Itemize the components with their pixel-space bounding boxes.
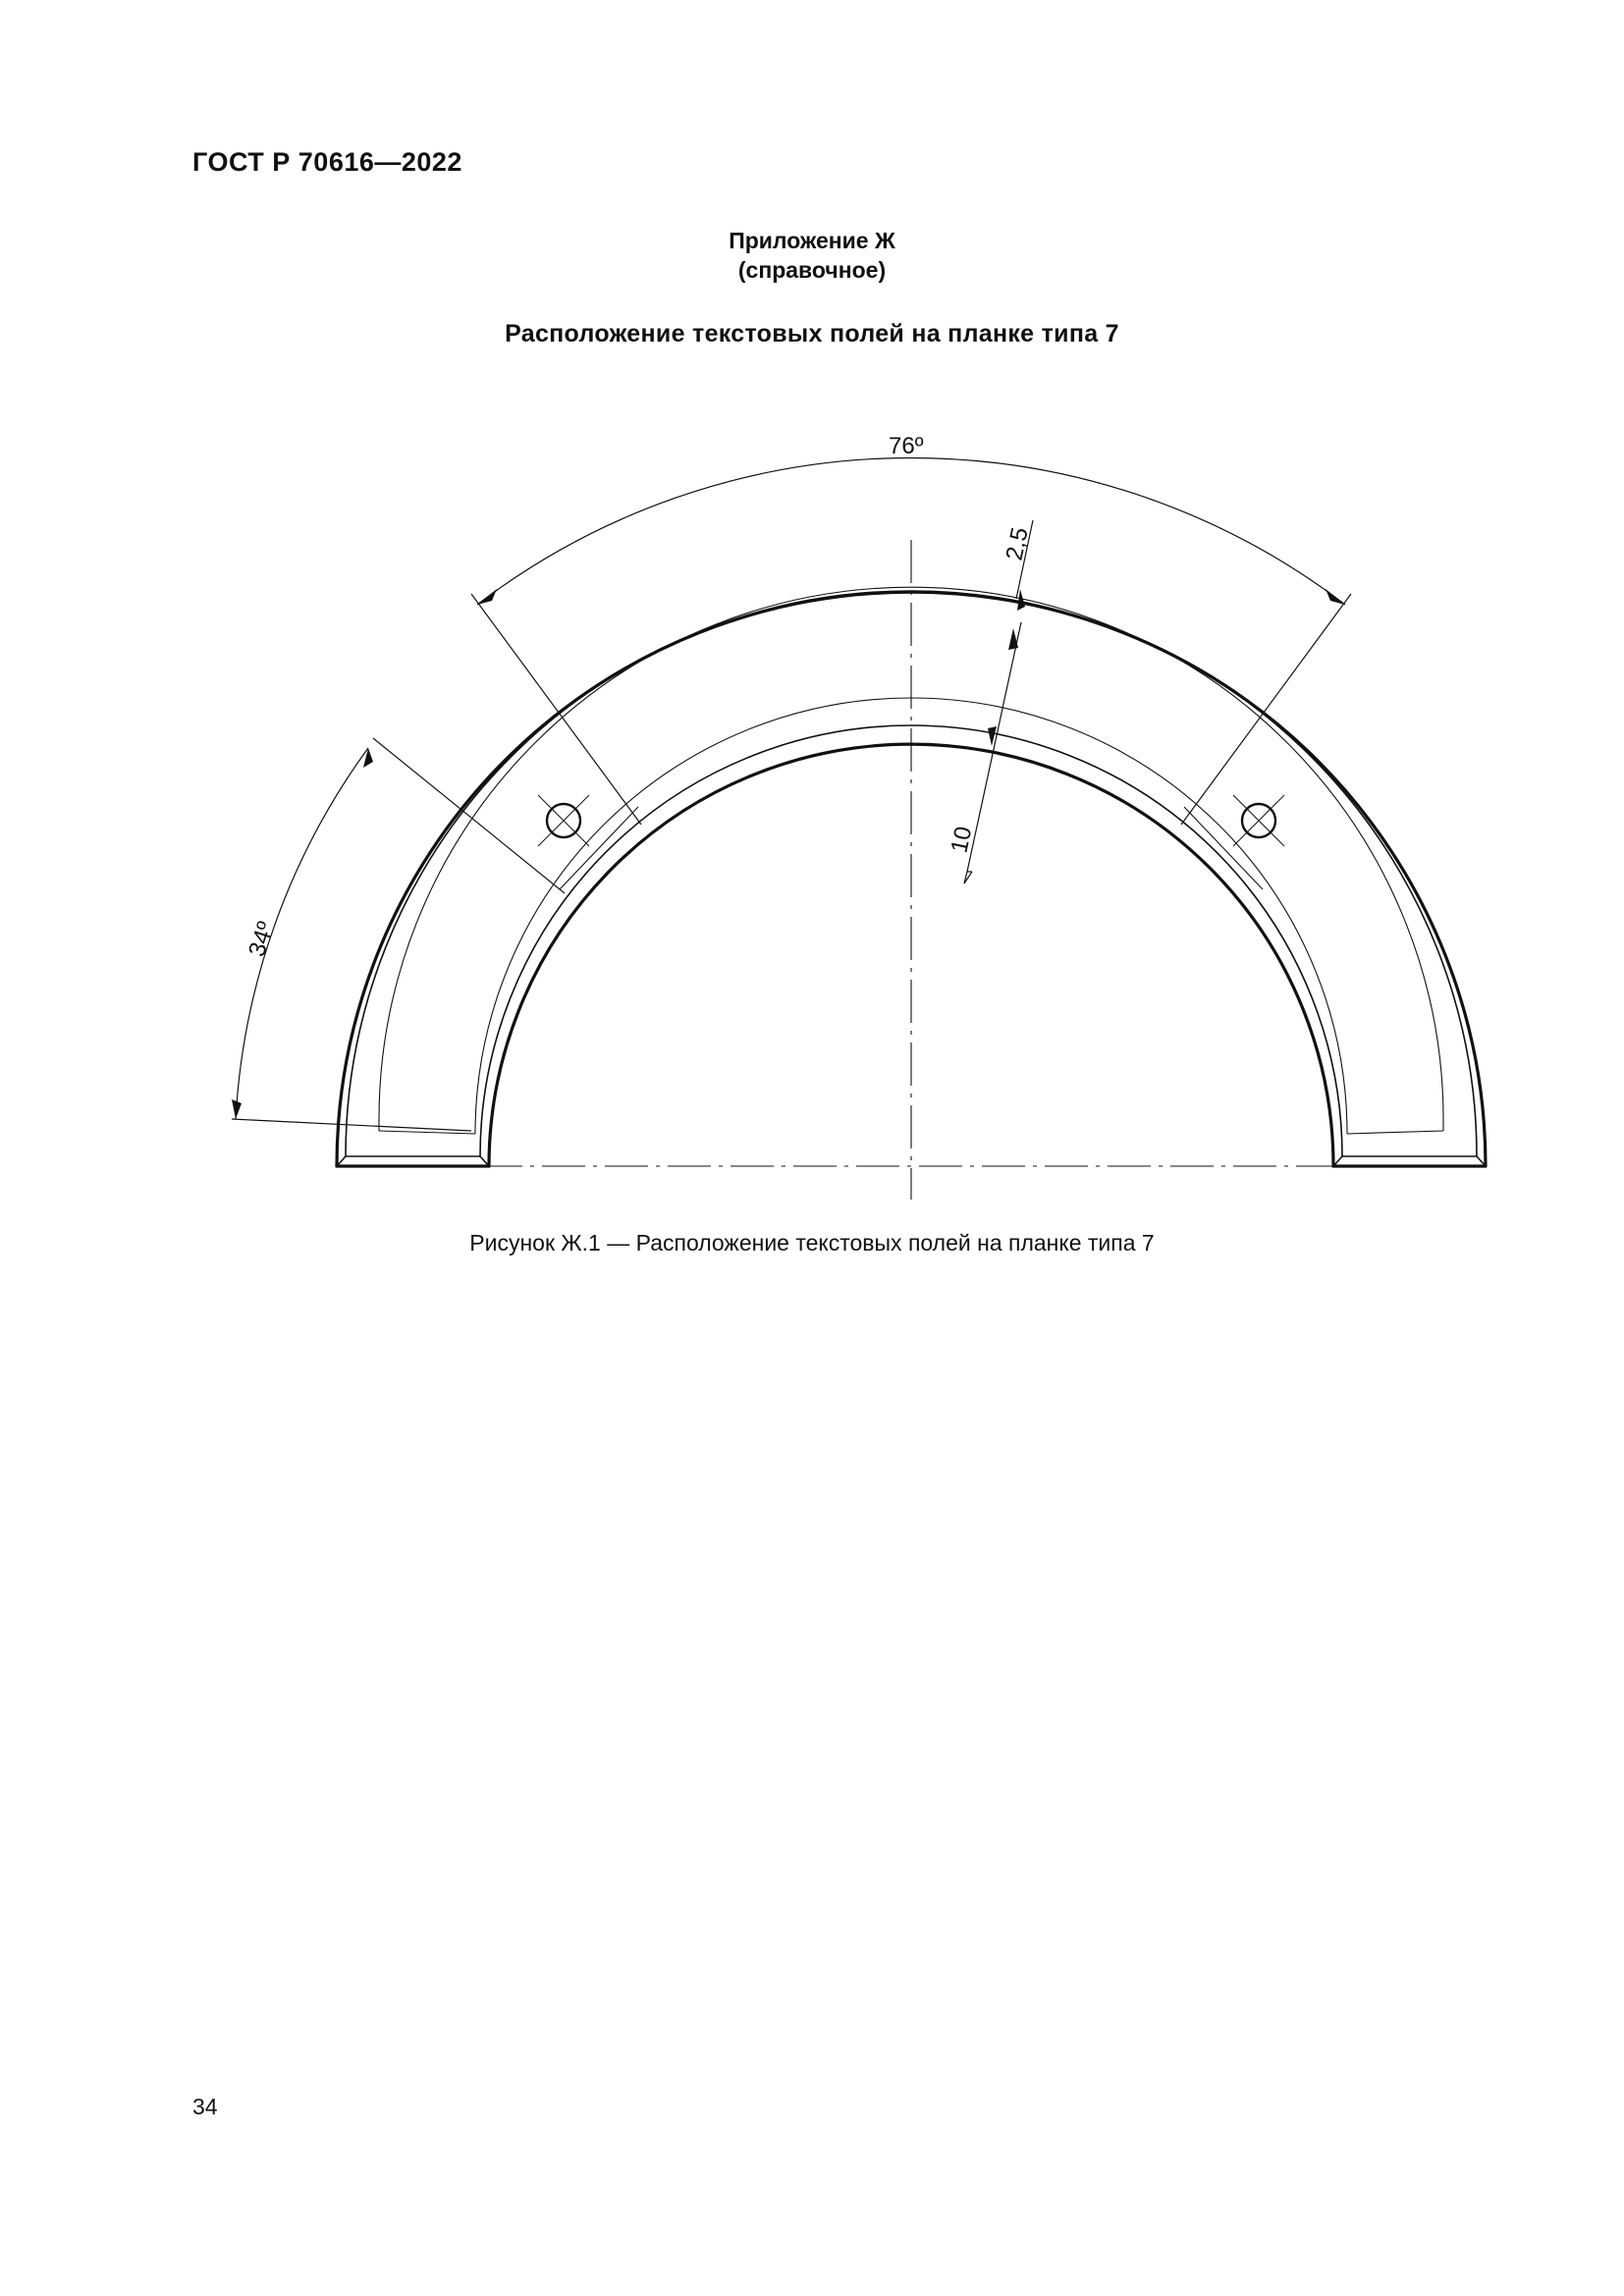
dim-10-label: 10 xyxy=(946,824,978,856)
dim-2-5-label: 2,5 xyxy=(1001,524,1034,563)
dimension-lines xyxy=(232,457,1351,1131)
document-header: ГОСТ Р 70616—2022 xyxy=(192,147,462,177)
dimension-arrows xyxy=(232,589,1345,1119)
annex-title: Расположение текстовых полей на планке типа 7 xyxy=(505,320,1119,347)
mounting-hole-right xyxy=(1233,795,1284,846)
mounting-hole-left xyxy=(538,795,589,846)
annex-name: Приложение Ж xyxy=(729,228,895,253)
dim-34-label: 34º xyxy=(244,918,280,960)
annex-kind: (справочное) xyxy=(737,257,887,283)
figure-caption: Рисунок Ж.1 — Расположение текстовых полей на планке типа 7 xyxy=(469,1230,1155,1255)
center-lines xyxy=(353,540,1473,1200)
dim-76-label: 76º xyxy=(889,433,924,459)
page-number: 34 xyxy=(192,2094,218,2119)
